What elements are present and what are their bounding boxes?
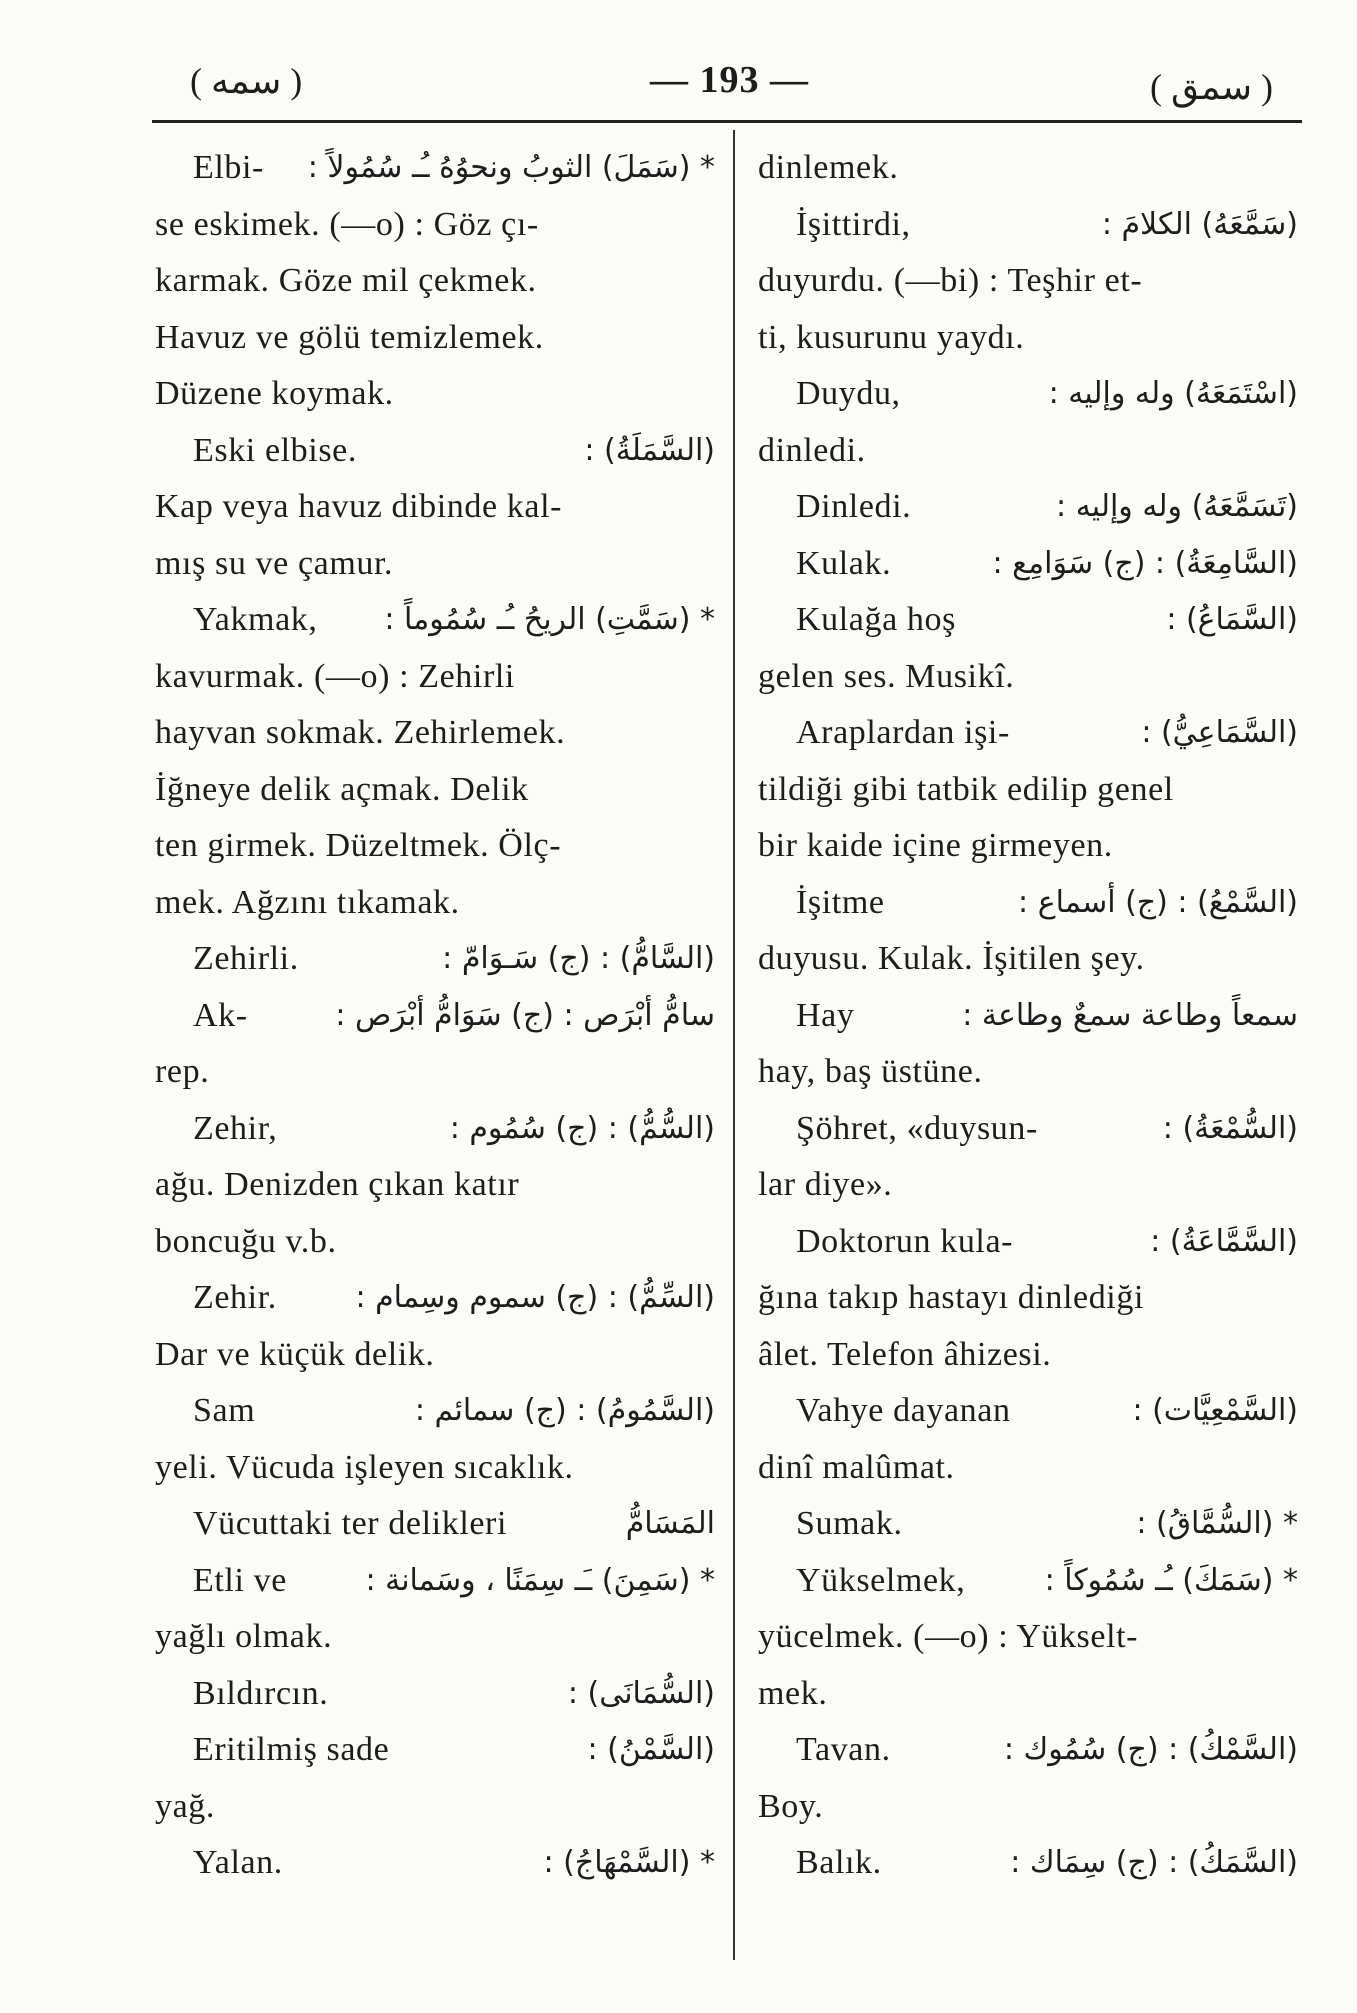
- entry-text: İşitme: [796, 883, 885, 921]
- entry-text: Havuz ve gölü temizlemek.: [155, 318, 544, 356]
- entry-text: Zehir.: [193, 1279, 277, 1316]
- entry-line: [155, 592, 715, 649]
- entry-text: duyurdu. (—bi) : Teşhir et-: [758, 262, 1143, 299]
- entry-text: kavurmak. (—o) : Zehirli: [155, 657, 515, 695]
- entry-text: Doktorun kula-: [796, 1222, 1014, 1260]
- entry-text: Elbi-: [193, 149, 264, 186]
- right-guide-word: ( سمق ): [1150, 67, 1273, 107]
- entry-line: [155, 1044, 715, 1101]
- entry-text: dinledi.: [758, 431, 866, 469]
- entry-line: [758, 1440, 1298, 1497]
- page-header: [150, 52, 1300, 112]
- entry-line: [758, 310, 1298, 367]
- entry-text: Yükselmek,: [796, 1561, 966, 1599]
- entry-line: [758, 479, 1298, 536]
- header-rule: [152, 120, 1302, 123]
- entry-text: ti, kusurunu yaydı.: [758, 318, 1025, 356]
- column-divider: [733, 130, 735, 1960]
- entry-text: boncuğu v.b.: [155, 1222, 337, 1260]
- entry-line: [758, 1722, 1298, 1779]
- entry-line: [758, 423, 1298, 480]
- entry-line: [758, 197, 1298, 254]
- entry-text: karmak. Göze mil çekmek.: [155, 262, 537, 299]
- arabic-headword: * (سَمِنَ) ـَـ سِمَنًا ، وسَمانة :: [365, 1562, 715, 1598]
- entry-line: [758, 592, 1298, 649]
- arabic-headword: (السَّمُومُ) : (ج) سمائم :: [414, 1393, 715, 1428]
- left-column: [155, 140, 715, 1892]
- arabic-headword: (السَّمْنُ) :: [587, 1732, 715, 1767]
- entry-line: [155, 366, 715, 423]
- arabic-headword: (السَّمَّاعَةُ) :: [1150, 1223, 1298, 1259]
- arabic-headword: المَسَامُّ: [625, 1506, 715, 1541]
- entry-line: [155, 762, 715, 819]
- entry-line: [758, 1101, 1298, 1158]
- entry-line: [155, 140, 715, 197]
- entry-text: dinlemek.: [758, 149, 899, 186]
- arabic-headword: * (السَّمْهَاجُ) :: [543, 1845, 715, 1880]
- entry-line: [155, 1666, 715, 1723]
- entry-text: Hay: [796, 996, 855, 1034]
- entry-line: [758, 649, 1298, 706]
- entry-text: Tavan.: [796, 1731, 891, 1768]
- entry-line: [758, 875, 1298, 932]
- entry-text: tildiği gibi tatbik edilip genel: [758, 770, 1174, 808]
- entry-line: [758, 1666, 1298, 1723]
- arabic-headword: (السَّمَلَةُ) :: [584, 432, 715, 468]
- entry-line: [155, 705, 715, 762]
- entry-line: [155, 1440, 715, 1497]
- entry-text: Kap veya havuz dibinde kal-: [155, 488, 563, 525]
- entry-text: Eritilmiş sade: [193, 1731, 390, 1768]
- entry-line: [155, 1214, 715, 1271]
- entry-line: [155, 1779, 715, 1836]
- entry-text: Duydu,: [796, 375, 901, 412]
- entry-text: hay, baş üstüne.: [758, 1053, 983, 1090]
- entry-line: [758, 366, 1298, 423]
- entry-line: [758, 1327, 1298, 1384]
- entry-text: Vahye dayanan: [796, 1392, 1011, 1429]
- entry-line: [758, 705, 1298, 762]
- entry-text: yeli. Vücuda işleyen sıcaklık.: [155, 1448, 574, 1486]
- entry-line: [758, 536, 1298, 593]
- entry-text: Zehirli.: [193, 940, 299, 977]
- entry-text: mek.: [758, 1674, 828, 1712]
- entry-line: [758, 140, 1298, 197]
- entry-text: Vücuttaki ter delikleri: [193, 1505, 508, 1542]
- entry-line: [155, 1270, 715, 1327]
- entry-line: [758, 1214, 1298, 1271]
- entry-line: [155, 1157, 715, 1214]
- entry-line: [758, 988, 1298, 1045]
- entry-line: [758, 1835, 1298, 1892]
- entry-text: Kulak.: [796, 544, 892, 582]
- entry-text: İğneye delik açmak. Delik: [155, 770, 529, 808]
- entry-line: [155, 649, 715, 706]
- entry-line: [758, 762, 1298, 819]
- arabic-headword: (السَّمَاعِيُّ) :: [1141, 715, 1298, 750]
- entry-line: [758, 1157, 1298, 1214]
- arabic-headword: (السَّمْكُ) : (ج) سُمُوك :: [1003, 1732, 1298, 1767]
- entry-text: Dinledi.: [796, 488, 912, 525]
- entry-line: [155, 988, 715, 1045]
- arabic-headword: (السَّمْعُ) : (ج) أسماع :: [1018, 884, 1298, 920]
- entry-text: Bıldırcın.: [193, 1674, 329, 1712]
- entry-line: [155, 1327, 715, 1384]
- entry-text: mek. Ağzını tıkamak.: [155, 883, 460, 921]
- entry-text: yağ.: [155, 1787, 215, 1825]
- entry-text: İşittirdi,: [796, 205, 911, 243]
- entry-line: [155, 423, 715, 480]
- entry-text: lar diye».: [758, 1166, 893, 1203]
- entry-text: dinî malûmat.: [758, 1448, 955, 1486]
- left-guide-word: ( سمه ): [190, 61, 303, 101]
- entry-line: [155, 310, 715, 367]
- arabic-headword: (السَّمَاعُ) :: [1166, 602, 1298, 637]
- entry-text: mış su ve çamur.: [155, 544, 394, 582]
- arabic-headword: (السَّمَكُ) : (ج) سِمَاك :: [1010, 1845, 1298, 1880]
- entry-line: [155, 1553, 715, 1610]
- arabic-headword: (السَّامِعَةُ) : (ج) سَوَامِع :: [992, 545, 1298, 581]
- entry-text: Kulağa hoş: [796, 601, 956, 638]
- entry-text: ğına takıp hastayı dinlediği: [758, 1279, 1145, 1316]
- arabic-headword: (السَّامُّ) : (ج) سَـوَامّ :: [442, 941, 715, 976]
- entry-line: [758, 1779, 1298, 1836]
- arabic-headword: (السُّمُّ) : (ج) سُمُوم :: [449, 1110, 715, 1146]
- entry-line: [155, 479, 715, 536]
- entry-text: Balık.: [796, 1844, 882, 1881]
- entry-text: se eskimek. (—o) : Göz çı-: [155, 205, 539, 243]
- arabic-headword: (تَسَمَّعَهُ) وله وإليه :: [1056, 489, 1298, 524]
- entry-text: Yakmak,: [193, 601, 318, 638]
- right-column: [758, 140, 1298, 1892]
- entry-text: rep.: [155, 1053, 210, 1090]
- entry-line: [758, 1383, 1298, 1440]
- entry-line: [758, 931, 1298, 988]
- entry-text: Araplardan işi-: [796, 714, 1010, 751]
- entry-text: Sam: [193, 1392, 256, 1429]
- entry-line: [155, 1835, 715, 1892]
- entry-line: [155, 1496, 715, 1553]
- entry-text: bir kaide içine girmeyen.: [758, 827, 1113, 864]
- entry-text: ten girmek. Düzeltmek. Ölç-: [155, 827, 562, 864]
- arabic-headword: * (سَمَلَ) الثوبُ ونحوُهُ ـُـ سُمُولاً :: [307, 150, 715, 185]
- entry-text: âlet. Telefon âhizesi.: [758, 1335, 1052, 1373]
- arabic-headword: * (سَمَكَ) ـُـ سُمُوكاً :: [1044, 1562, 1298, 1598]
- entry-line: [758, 1609, 1298, 1666]
- entry-text: Yalan.: [193, 1844, 283, 1881]
- page-number: — 193 —: [650, 59, 809, 101]
- entry-line: [155, 253, 715, 310]
- entry-line: [758, 1553, 1298, 1610]
- entry-line: [155, 1722, 715, 1779]
- entry-line: [758, 1270, 1298, 1327]
- arabic-headword: (سَمَّعَهُ) الكلامَ :: [1101, 206, 1298, 242]
- entry-line: [758, 253, 1298, 310]
- arabic-headword: (السُّمْعَةُ) :: [1162, 1110, 1298, 1146]
- entry-text: Boy.: [758, 1787, 824, 1825]
- entry-text: Ak-: [193, 996, 248, 1034]
- entry-line: [155, 197, 715, 254]
- arabic-headword: (اسْتَمَعَهُ) وله وإليه :: [1048, 376, 1298, 411]
- entry-text: Zehir,: [193, 1109, 278, 1147]
- arabic-headword: سامُّ أبْرَص : (ج) سَوَامُّ أبْرَص :: [335, 997, 715, 1033]
- entry-text: Sumak.: [796, 1505, 903, 1542]
- entry-line: [155, 1101, 715, 1158]
- arabic-headword: * (سَمَّتِ) الريحُ ـُـ سُمُوماً :: [384, 602, 715, 637]
- arabic-headword: سمعاً وطاعة سمعٌ وطاعة :: [962, 997, 1298, 1033]
- arabic-headword: (السِّمُّ) : (ج) سموم وسِمام :: [355, 1280, 715, 1315]
- entry-text: Dar ve küçük delik.: [155, 1335, 435, 1373]
- entry-text: gelen ses. Musikî.: [758, 657, 1015, 695]
- entry-text: yağlı olmak.: [155, 1618, 333, 1655]
- entry-text: Düzene koymak.: [155, 375, 394, 412]
- entry-line: [758, 818, 1298, 875]
- entry-line: [155, 1609, 715, 1666]
- entry-text: Şöhret, «duysun-: [796, 1109, 1038, 1147]
- entry-line: [155, 1383, 715, 1440]
- entry-line: [758, 1044, 1298, 1101]
- arabic-headword: (السُّمَانَى) :: [567, 1675, 715, 1711]
- entry-text: yücelmek. (—o) : Yükselt-: [758, 1618, 1139, 1655]
- entry-text: hayvan sokmak. Zehirlemek.: [155, 714, 566, 751]
- entry-text: ağu. Denizden çıkan katır: [155, 1166, 520, 1203]
- entry-line: [758, 1496, 1298, 1553]
- entry-line: [155, 818, 715, 875]
- entry-line: [155, 875, 715, 932]
- entry-line: [155, 931, 715, 988]
- entry-text: Eski elbise.: [193, 431, 357, 469]
- entry-text: Etli ve: [193, 1561, 287, 1599]
- arabic-headword: * (السُّمَّاقُ) :: [1136, 1506, 1298, 1541]
- entry-line: [155, 536, 715, 593]
- entry-text: duyusu. Kulak. İşitilen şey.: [758, 940, 1145, 977]
- arabic-headword: (السَّمْعِيَّات) :: [1132, 1393, 1298, 1428]
